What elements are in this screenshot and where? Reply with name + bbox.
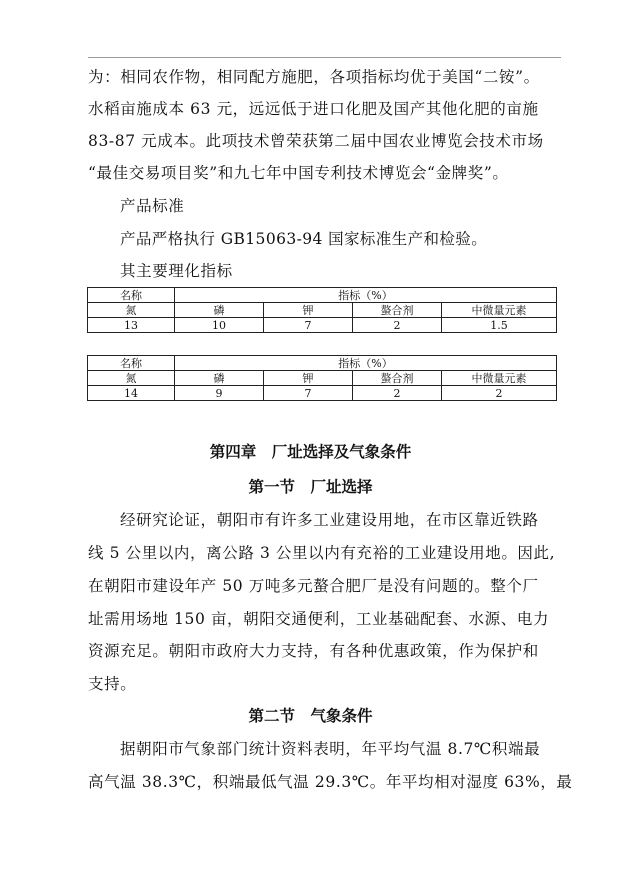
section1-line: 经研究论证，朝阳市有许多工业建设用地，在市区靠近铁路 bbox=[120, 511, 539, 529]
table-column-header: 中微量元素 bbox=[442, 303, 557, 318]
table-column-header: 氮 bbox=[88, 371, 175, 386]
intro-line: 83-87 元成本。此项技术曾荣获第二届中国农业博览会技术市场 bbox=[88, 132, 544, 150]
chapter-title: 第四章 厂址选择及气象条件 bbox=[209, 442, 412, 461]
table-cell: 2 bbox=[353, 318, 442, 333]
table-column-header: 氮 bbox=[88, 303, 175, 318]
table-indicator-header: 指标（%） bbox=[175, 288, 557, 303]
table-cell: 14 bbox=[88, 386, 175, 401]
section1-line: 址需用场地 150 亩，朝阳交通便利，工业基础配套、水源、电力 bbox=[88, 610, 550, 628]
table-cell: 2 bbox=[353, 386, 442, 401]
table-cell: 7 bbox=[264, 318, 353, 333]
indicator-table-1 bbox=[87, 287, 557, 333]
section1-line: 支持。 bbox=[88, 675, 137, 693]
product-standard-heading: 产品标准 bbox=[120, 197, 185, 215]
table-cell: 2 bbox=[442, 386, 557, 401]
table-column-header: 磷 bbox=[175, 303, 264, 318]
table-cell: 10 bbox=[175, 318, 264, 333]
table-cell: 13 bbox=[88, 318, 175, 333]
table-column-header: 中微量元素 bbox=[442, 371, 557, 386]
table-column-header: 螯合剂 bbox=[353, 371, 442, 386]
table-name-header: 名称 bbox=[88, 356, 175, 371]
section-title: 第二节 气象条件 bbox=[248, 706, 373, 725]
section2-line: 高气温 38.3℃，积端最低气温 29.3℃。年平均相对湿度 63%，最 bbox=[88, 773, 573, 791]
intro-line: 水稻亩施成本 63 元，远远低于进口化肥及国产其他化肥的亩施 bbox=[88, 100, 539, 118]
product-standard-text: 产品严格执行 GB15063-94 国家标准生产和检验。 bbox=[120, 230, 488, 248]
intro-line: “最佳交易项目奖”和九七年中国专利技术博览会“金牌奖”。 bbox=[88, 164, 509, 182]
header-rule bbox=[88, 57, 561, 58]
section-title: 第一节 厂址选择 bbox=[248, 477, 373, 496]
table-column-header: 螯合剂 bbox=[353, 303, 442, 318]
table-column-header: 钾 bbox=[264, 303, 353, 318]
table-name-header: 名称 bbox=[88, 288, 175, 303]
section2-line: 据朝阳市气象部门统计资料表明，年平均气温 8.7℃积端最 bbox=[120, 740, 541, 758]
table-cell: 1.5 bbox=[442, 318, 557, 333]
intro-line: 为：相同农作物，相同配方施肥，各项指标均优于美国“二铵”。 bbox=[88, 68, 540, 86]
table-cell: 7 bbox=[264, 386, 353, 401]
section1-line: 在朝阳市建设年产 50 万吨多元螯合肥厂是没有问题的。整个厂 bbox=[88, 577, 539, 595]
table-indicator-header: 指标（%） bbox=[175, 356, 557, 371]
indicator-table-2 bbox=[87, 355, 557, 401]
section1-line: 线 5 公里以内，离公路 3 公里以内有充裕的工业建设用地。因此, bbox=[88, 544, 556, 562]
table-cell: 9 bbox=[175, 386, 264, 401]
table-column-header: 磷 bbox=[175, 371, 264, 386]
indicators-heading: 其主要理化指标 bbox=[120, 262, 233, 280]
table-column-header: 钾 bbox=[264, 371, 353, 386]
section1-line: 资源充足。朝阳市政府大力支持，有各种优惠政策，作为保护和 bbox=[88, 642, 539, 660]
